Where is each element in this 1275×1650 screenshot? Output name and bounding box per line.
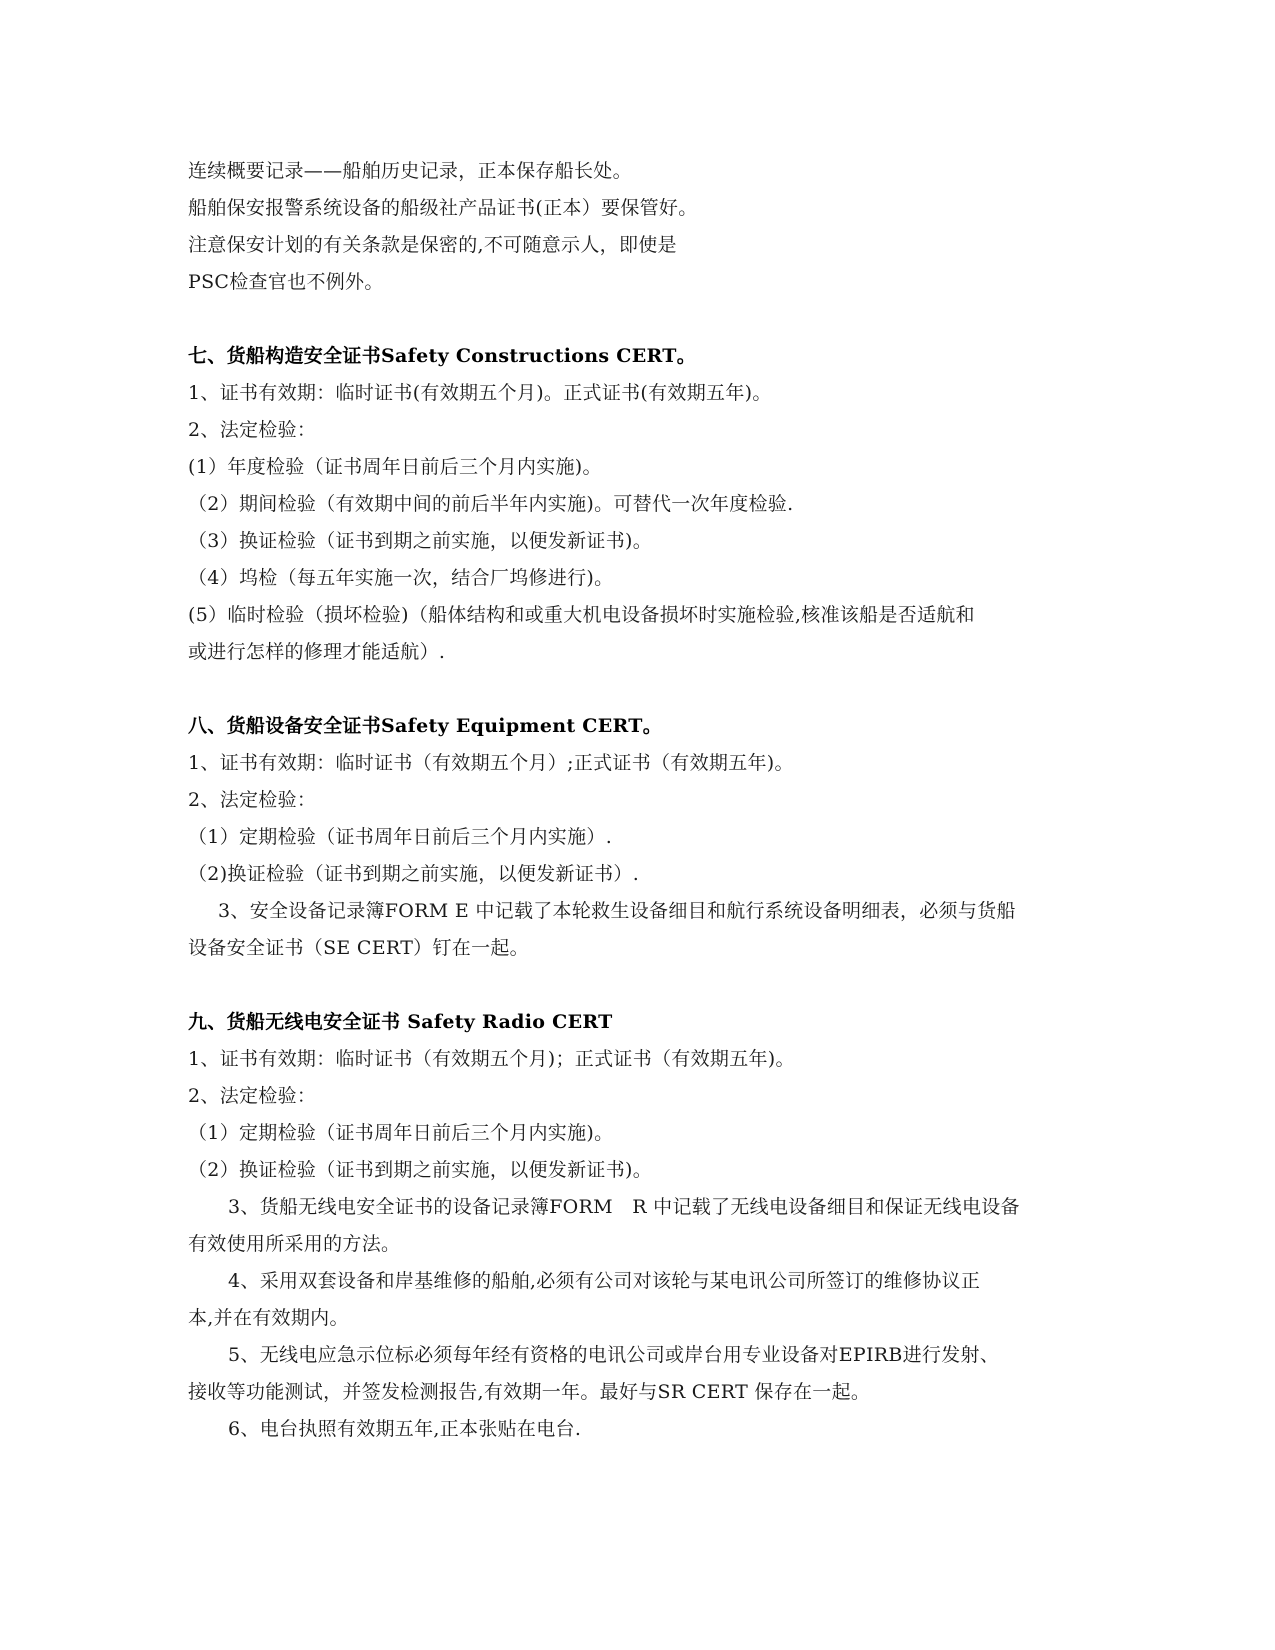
intro-line: 船舶保安报警系统设备的船级社产品证书(正本）要保管好。 (188, 197, 698, 219)
intro-line: PSC检查官也不例外。 (188, 271, 384, 293)
section-9-item: 有效使用所采用的方法。 (188, 1233, 401, 1255)
section-9-item: 2、法定检验： (188, 1085, 317, 1107)
section-9-item: 接收等功能测试，并签发检测报告,有效期一年。最好与SR CERT 保存在一起。 (188, 1381, 871, 1403)
section-7-item: 2、法定检验： (188, 419, 317, 441)
section-7-subitem: （3）换证检验（证书到期之前实施，以便发新证书)。 (188, 530, 653, 552)
paragraph-spacer (188, 301, 1093, 338)
section-8-heading: 八、货船设备安全证书Safety Equipment CERT。 (188, 715, 663, 737)
section-9-item: 6、电台执照有效期五年,正本张贴在电台. (228, 1418, 582, 1440)
section-9-item: 3、货船无线电安全证书的设备记录簿FORM R 中记载了无线电设备细目和保证无线电设备 (228, 1196, 1020, 1218)
section-8-item: 2、法定检验： (188, 789, 317, 811)
section-7-subitem: （2）期间检验（有效期中间的前后半年内实施)。可替代一次年度检验. (188, 493, 794, 515)
section-7-subitem: （4）坞检（每五年实施一次，结合厂坞修进行)。 (188, 567, 614, 589)
section-8-item: 3、安全设备记录簿FORM E 中记载了本轮救生设备细目和航行系统设备明细表，必须与货船 (218, 900, 1016, 922)
section-7-item: 1、证书有效期：临时证书(有效期五个月)。正式证书(有效期五年)。 (188, 382, 772, 404)
paragraph-spacer (188, 671, 1093, 708)
section-7-heading: 七、货船构造安全证书Safety Constructions CERT。 (188, 345, 696, 367)
paragraph-spacer (188, 967, 1093, 1004)
section-9-subitem: （1）定期检验（证书周年日前后三个月内实施)。 (188, 1122, 614, 1144)
section-9-item: 1、证书有效期：临时证书（有效期五个月)；正式证书（有效期五年)。 (188, 1048, 795, 1070)
section-8-item: 1、证书有效期：临时证书（有效期五个月）;正式证书（有效期五年)。 (188, 752, 794, 774)
intro-line: 注意保安计划的有关条款是保密的,不可随意示人，即使是 (188, 234, 677, 256)
section-9-subitem: （2）换证检验（证书到期之前实施，以便发新证书)。 (188, 1159, 653, 1181)
section-8-item: 设备安全证书（SE CERT）钉在一起。 (188, 937, 529, 959)
document-body (188, 153, 1093, 1448)
section-8-subitem: （1）定期检验（证书周年日前后三个月内实施）. (188, 826, 613, 848)
section-9-heading: 九、货船无线电安全证书 Safety Radio CERT (188, 1011, 613, 1033)
section-7-subitem: (5）临时检验（损坏检验)（船体结构和或重大机电设备损坏时实施检验,核准该船是否适航和 (188, 604, 975, 626)
section-7-subitem: 或进行怎样的修理才能适航）. (188, 641, 446, 663)
intro-line: 连续概要记录——船舶历史记录，正本保存船长处。 (188, 160, 632, 182)
section-7-subitem: (1）年度检验（证书周年日前后三个月内实施)。 (188, 456, 602, 478)
section-9-item: 4、采用双套设备和岸基维修的船舶,必须有公司对该轮与某电讯公司所签订的维修协议正 (228, 1270, 981, 1292)
section-9-item: 本,并在有效期内。 (188, 1307, 349, 1329)
section-8-subitem: （2)换证检验（证书到期之前实施，以便发新证书）. (188, 863, 640, 885)
section-9-item: 5、无线电应急示位标必须每年经有资格的电讯公司或岸台用专业设备对EPIRB进行发射、 (228, 1344, 1000, 1366)
